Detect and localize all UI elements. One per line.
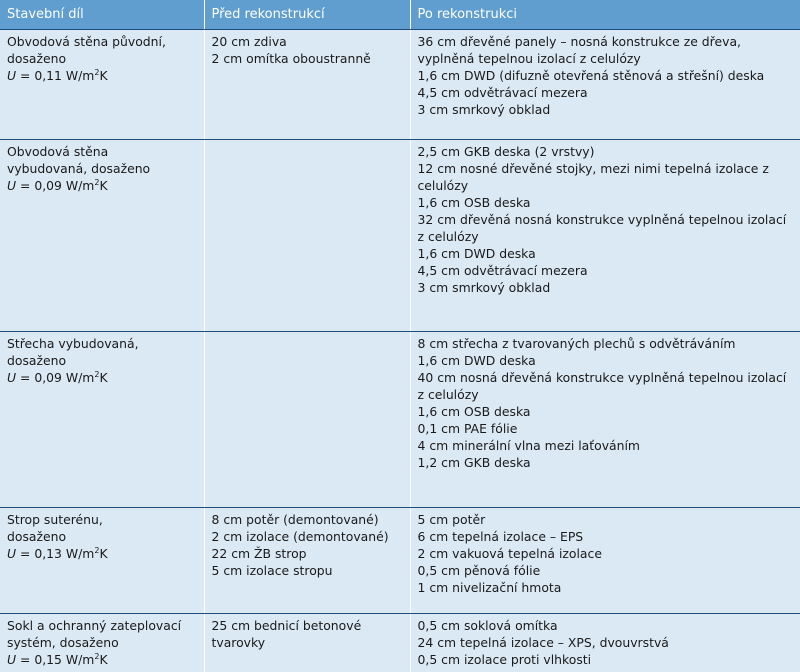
after-item: 2,5 cm GKB deska (2 vrstvy) [418, 143, 794, 160]
u-unit-k: K [99, 546, 107, 561]
after-item: 2 cm vakuová tepelná izolace [418, 545, 794, 562]
after-item: 1,6 cm DWD (difuzně otevřená stěnová a střešní) deska [418, 67, 794, 84]
cell-part [0, 508, 204, 614]
u-value: = 0,15 W/m [16, 652, 94, 667]
after-item: 1,6 cm OSB deska [418, 403, 794, 420]
table-row [0, 30, 800, 140]
u-exponent: 2 [94, 546, 99, 555]
cell-before [204, 508, 410, 614]
u-value: = 0,09 W/m [16, 178, 94, 193]
u-exponent: 2 [94, 68, 99, 77]
before-item: 2 cm omítka oboustranně [212, 50, 403, 67]
u-exponent: 2 [94, 370, 99, 379]
u-unit-k: K [99, 68, 107, 83]
part-line: Střecha vybudovaná, [7, 335, 197, 352]
after-item: 36 cm dřevěné panely – nosná konstrukce ze dřeva, vyplněná tepelnou izolací z celulózy [418, 33, 794, 67]
header-row [0, 0, 800, 30]
u-value-line [7, 67, 197, 84]
u-unit-k: K [99, 370, 107, 385]
u-value: = 0,11 W/m [16, 68, 94, 83]
after-item: 4,5 cm odvětrávací mezera [418, 262, 794, 279]
u-symbol: U [7, 68, 16, 83]
after-item: 3 cm smrkový obklad [418, 279, 794, 296]
u-value-line [7, 369, 197, 386]
after-item: 1,6 cm OSB deska [418, 194, 794, 211]
part-line: systém, dosaženo [7, 634, 197, 651]
part-line: vybudovaná, dosaženo [7, 160, 197, 177]
u-unit-k: K [99, 178, 107, 193]
part-line: dosaženo [7, 528, 197, 545]
after-item: 40 cm nosná dřevěná konstrukce vyplněná tepelnou izolací z celulózy [418, 369, 794, 403]
part-line: Obvodová stěna původní, [7, 33, 197, 50]
u-value: = 0,13 W/m [16, 546, 94, 561]
u-unit-k: K [99, 652, 107, 667]
cell-after [410, 332, 800, 508]
header-after: Po rekonstrukci [410, 0, 800, 30]
table-row [0, 508, 800, 614]
u-symbol: U [7, 370, 16, 385]
after-item: 4 cm minerální vlna mezi laťováním [418, 437, 794, 454]
cell-after [410, 140, 800, 332]
cell-after [410, 508, 800, 614]
after-item: 12 cm nosné dřevěné stojky, mezi nimi tepelná izolace z celulózy [418, 160, 794, 194]
cell-after [410, 30, 800, 140]
after-item: 1,6 cm DWD deska [418, 245, 794, 262]
after-item: 24 cm tepelná izolace – XPS, dvouvrstvá [418, 634, 794, 651]
cell-before [204, 30, 410, 140]
cell-before [204, 332, 410, 508]
u-exponent: 2 [94, 652, 99, 661]
cell-part [0, 614, 204, 672]
table-row [0, 332, 800, 508]
u-exponent: 2 [94, 178, 99, 187]
u-value-line [7, 177, 197, 194]
after-item: 4,5 cm odvětrávací mezera [418, 84, 794, 101]
table-row [0, 614, 800, 672]
header-part: Stavební díl [0, 0, 204, 30]
before-item: 8 cm potěr (demontované) [212, 511, 403, 528]
cell-after [410, 614, 800, 672]
before-item: 5 cm izolace stropu [212, 562, 403, 579]
after-item: 6 cm tepelná izolace – EPS [418, 528, 794, 545]
after-item: 32 cm dřevěná nosná konstrukce vyplněná tepelnou izolací z celulózy [418, 211, 794, 245]
after-item: 8 cm střecha z tvarovaných plechů s odvětráváním [418, 335, 794, 352]
before-item: 25 cm bednicí betonové tvarovky [212, 617, 403, 651]
after-item: 0,5 cm izolace proti vlhkosti [418, 651, 794, 668]
after-item: 5 cm potěr [418, 511, 794, 528]
u-symbol: U [7, 652, 16, 667]
u-value: = 0,09 W/m [16, 370, 94, 385]
cell-part [0, 332, 204, 508]
after-item: 0,5 cm pěnová fólie [418, 562, 794, 579]
u-symbol: U [7, 546, 16, 561]
cell-before [204, 614, 410, 672]
cell-before [204, 140, 410, 332]
cell-part [0, 140, 204, 332]
part-line: Strop suterénu, [7, 511, 197, 528]
after-item: 1 cm nivelizační hmota [418, 579, 794, 596]
before-item: 20 cm zdiva [212, 33, 403, 50]
after-item: 0,5 cm soklová omítka [418, 617, 794, 634]
table-row [0, 140, 800, 332]
before-item: 2 cm izolace (demontované) [212, 528, 403, 545]
cell-part [0, 30, 204, 140]
header-before: Před rekonstrukcí [204, 0, 410, 30]
u-symbol: U [7, 178, 16, 193]
u-value-line [7, 545, 197, 562]
after-item: 1,2 cm GKB deska [418, 454, 794, 471]
part-line: dosaženo [7, 352, 197, 369]
after-item: 0,1 cm PAE fólie [418, 420, 794, 437]
table-body [0, 30, 800, 672]
part-line: Sokl a ochranný zateplovací [7, 617, 197, 634]
after-item: 1,6 cm DWD deska [418, 352, 794, 369]
after-item: 3 cm smrkový obklad [418, 101, 794, 118]
part-line: dosaženo [7, 50, 197, 67]
part-line: Obvodová stěna [7, 143, 197, 160]
u-value-line [7, 651, 197, 668]
before-item: 22 cm ŽB strop [212, 545, 403, 562]
